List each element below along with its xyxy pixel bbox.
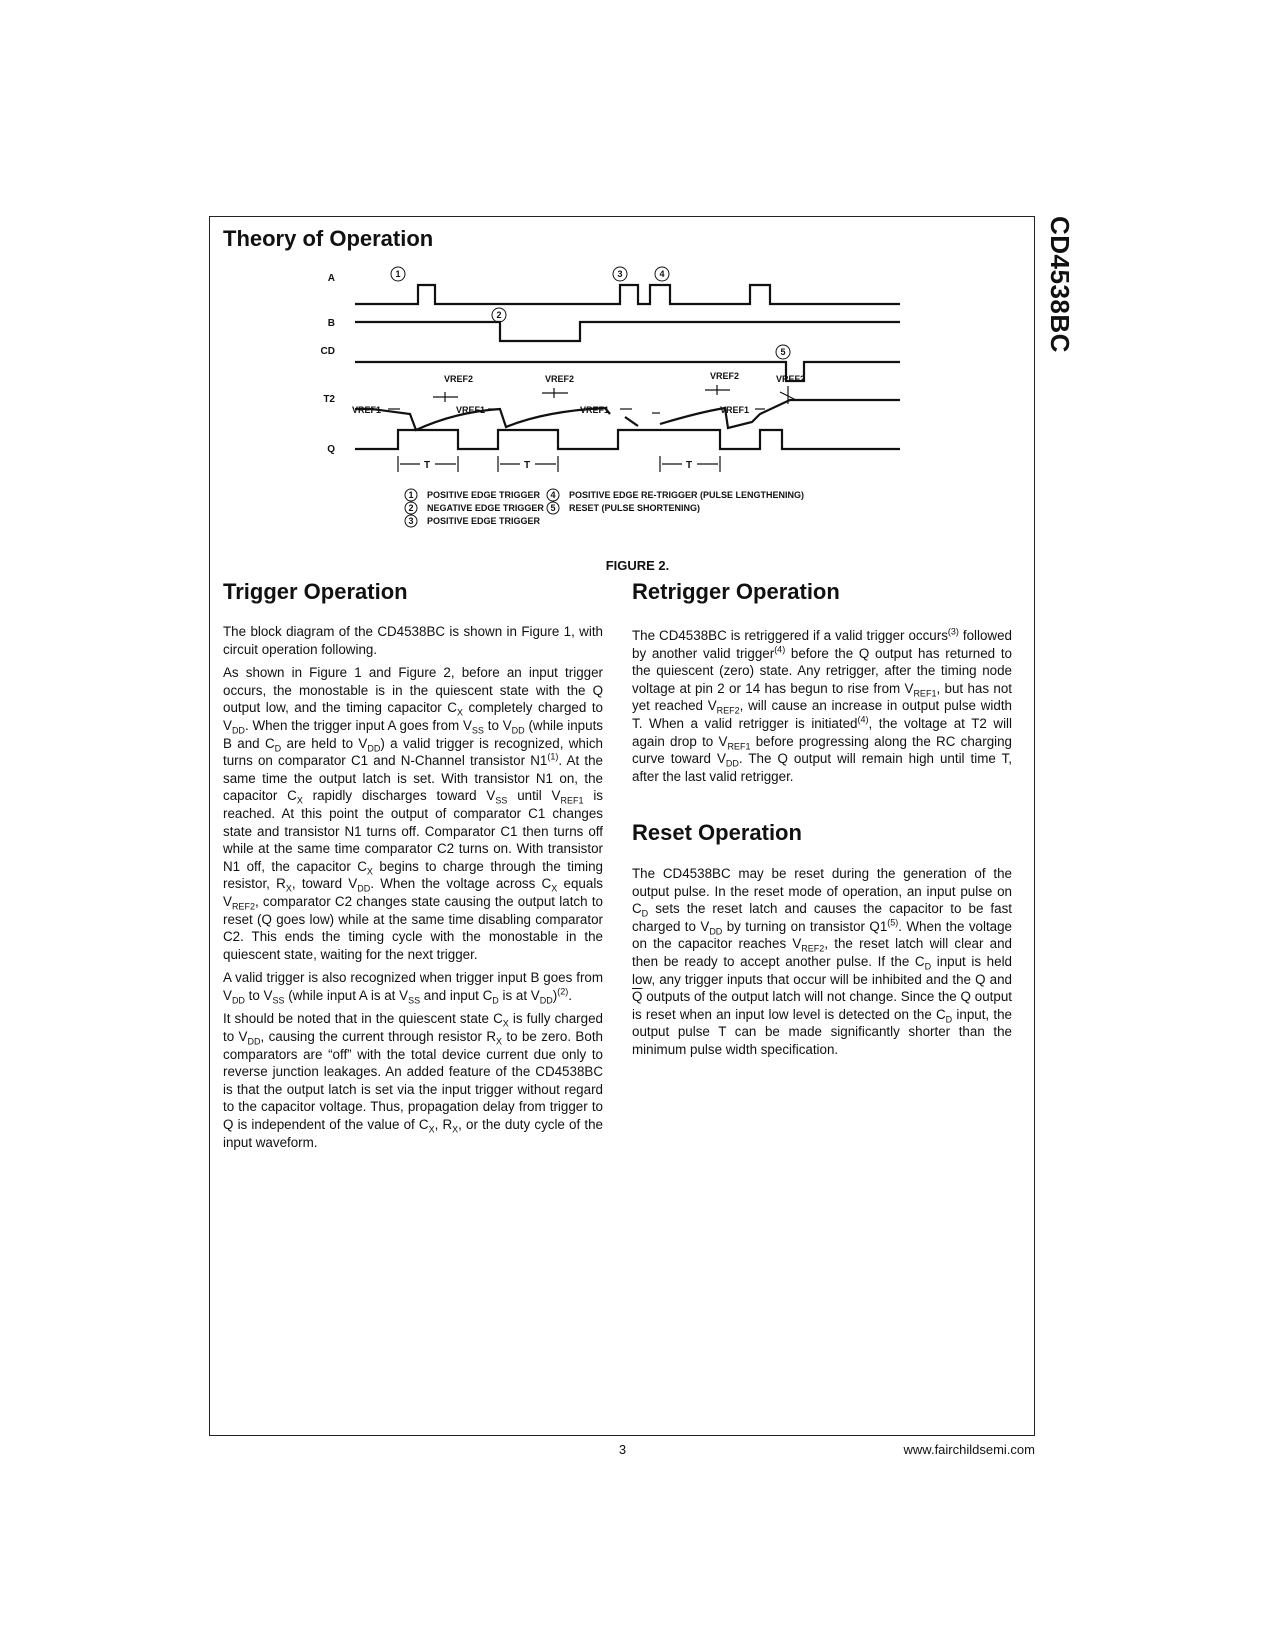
legend-num-3: 3 <box>408 516 414 526</box>
reset-operation-body <box>632 865 1012 1065</box>
vref2-label-3: VREF2 <box>710 371 740 381</box>
signal-t2-wave <box>355 400 900 430</box>
t-interval-label-2: T <box>523 460 531 471</box>
trigger-operation-body <box>223 623 603 1157</box>
signal-b-wave <box>355 322 900 341</box>
trigger-paragraph-1: The block diagram of the CD4538BC is shown in Figure 1, with circuit operation following. <box>223 624 603 657</box>
signal-cd-wave <box>355 362 900 381</box>
trigger-paragraph-2: As shown in Figure 1 and Figure 2, before an input trigger occurs, the monostable is in the quiescent state with the Q output low, and the timing capacitor $C_X$ completely charged to $V_{DD}$. When the trigger input A goes from $V_{SS}$ to $V_{DD}$ (while inputs B and $C_D$ are held to $V_{DD}$) a valid trigger is recognized, which turns on comparator C1 and N-Channel transistor N1$^{(1)}$. At the same time the output latch is set. With transistor N1 on, the capacitor $C_X$ rapidly discharges toward $V_{SS}$ until $V_{REF1}$ is reached. At this point the output of comparator C1 changes state and transistor N1 turns off. Comparator C1 then turns off while at the same time comparator C2 turns on. With transistor N1 off, the capacitor $C_X$ begins to charge through the timing resistor, $R_X$, toward $V_{DD}$. When the voltage across $C_X$ equals $V_{REF2}$, comparator C2 changes state causing the output latch to reset (Q goes low) while at the same time disabling comparator C2. This ends the timing cycle with the monostable in the quiescent state, waiting for the next trigger. <box>223 665 603 962</box>
trigger-paragraph-3: A valid trigger is also recognized when trigger input B goes from $V_{DD}$ to $V_{SS}$ (while input A is at $V_{SS}$ and input $C_D$ is at $V_{DD})^{(2)}$. <box>223 970 603 1006</box>
trigger-paragraph-4: It should be noted that in the quiescent state $C_X$ is fully charged to $V_{DD}$, causing the current through resistor $R_X$ to be zero. Both comparators are “off” with the total device current due only to reverse junction leakages. An added feature of the CD4538BC is that the output latch is set via the input trigger without regard to the capacitor voltage. Thus, propagation delay from trigger to Q is independent of the value of $C_X$, $R_X$, or the duty cycle of the input waveform. <box>223 1011 603 1150</box>
marker-3: 3 <box>617 269 623 279</box>
retrigger-paragraph: The CD4538BC is retriggered if a valid trigger occurs$^{(3)}$ followed by another valid trigger$^{(4)}$ before the Q output has returned to the quiescent (zero) state. Any retrigger, after the timing node voltage at pin 2 or 14 has begun to rise from $V_{REF1}$, but has not yet reached $V_{REF2}$, will cause an increase in output pulse width T. When a valid retrigger is initiated$^{(4)}$, the voltage at T2 will again drop to $V_{REF1}$ before progressing along the RC charging curve toward $V_{DD}$. The Q output will remain high until time T, after the last valid retrigger. <box>632 626 1013 784</box>
signal-label-a: A <box>327 273 335 284</box>
reset-operation-heading: Reset Operation <box>632 820 802 845</box>
t-interval-label-3: T <box>685 460 693 471</box>
vref2-label-4: VREF2 <box>776 374 806 384</box>
signal-q-wave <box>355 430 900 449</box>
vref1-label-2: VREF1 <box>456 405 486 415</box>
marker-2: 2 <box>496 310 502 320</box>
signal-label-t2: T2 <box>323 394 335 405</box>
vref2-label-1: VREF2 <box>444 374 474 384</box>
legend-text-5: RESET (PULSE SHORTENING) <box>569 503 701 513</box>
t-interval-label-1: T <box>423 460 431 471</box>
marker-5: 5 <box>780 347 786 357</box>
signal-a-wave <box>355 285 900 304</box>
signal-label-b: B <box>327 318 335 329</box>
vref2-label-2: VREF2 <box>545 374 575 384</box>
marker-4: 4 <box>659 269 665 279</box>
signal-label-cd: CD <box>320 346 335 357</box>
figure-caption: FIGURE 2. <box>605 558 670 573</box>
website-link[interactable]: www.fairchildsemi.com <box>903 1442 1035 1457</box>
legend-text-4: POSITIVE EDGE RE-TRIGGER (PULSE LENGTHENING) <box>569 490 805 500</box>
retrigger-operation-body <box>632 627 1012 791</box>
trigger-operation-heading: Trigger Operation <box>223 579 408 604</box>
side-title: CD4538BC <box>1045 216 1075 353</box>
vref1-label-4: VREF1 <box>720 405 750 415</box>
vref1-label-1: VREF1 <box>352 405 382 415</box>
figure-section-title: Theory of Operation <box>223 226 434 251</box>
legend-text-1: POSITIVE EDGE TRIGGER <box>427 490 541 500</box>
legend-num-4: 4 <box>550 490 556 500</box>
timing-diagram <box>320 262 920 562</box>
reset-paragraph: The CD4538BC may be reset during the generation of the output pulse. In the reset mode of operation, an input pulse on $C_D$ sets the reset latch and causes the capacitor to be fast charged to $V_{DD}$ by turning on transistor Q1$^{(5)}$. When the voltage on the capacitor reaches $V_{REF2}$, the reset latch will clear and then be ready to accept another pulse. If the $C_D$ input is held low, any trigger inputs that occur will be inhibited and the Q and $\overline{Q}$ outputs of the output latch will not change. Since the Q output is reset when an input low level is detected on the $C_D$ input, the output pulse T can be made significantly shorter than the minimum pulse width specification. <box>632 866 1013 1057</box>
legend-text-3: POSITIVE EDGE TRIGGER <box>427 516 541 526</box>
vref1-label-3: VREF1 <box>580 405 610 415</box>
legend-num-5: 5 <box>550 503 556 513</box>
retrigger-operation-heading: Retrigger Operation <box>632 579 840 604</box>
signal-label-q: Q <box>327 444 335 455</box>
marker-1: 1 <box>395 269 401 279</box>
legend-num-1: 1 <box>408 490 414 500</box>
legend-text-2: NEGATIVE EDGE TRIGGER <box>427 503 544 513</box>
page-number: 3 <box>618 1442 627 1457</box>
legend-num-2: 2 <box>408 503 414 513</box>
